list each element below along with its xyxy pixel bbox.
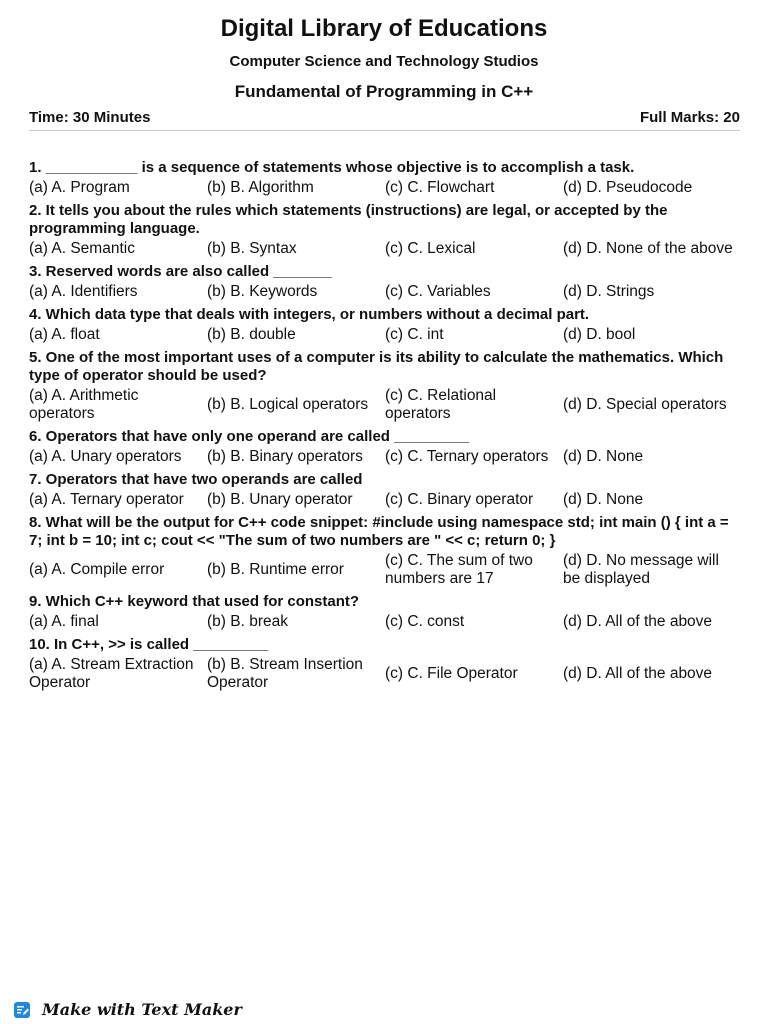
question-item [29,263,740,301]
option-b: (b) B. Syntax [207,240,297,257]
option-d: (d) D. None [563,448,644,465]
option-a: (a) A. float [29,326,100,343]
option-d: (d) D. All of the above [563,665,713,682]
option-d: (d) D. Special operators [563,396,727,413]
option-a: (a) A. Identifiers [29,283,138,300]
question-text: 9. Which C++ keyword that used for constant? [29,593,360,610]
document-title: Digital Library of Educations [220,15,548,42]
question-text: 1. ___________ is a sequence of statements whose objective is to accomplish a task. [29,159,635,176]
question-text: 2. It tells you about the rules which statements (instructions) are legal, or accepted by the programming language. [29,202,668,237]
option-b: (b) B. Runtime error [207,561,344,578]
question-text: 7. Operators that have two operands are called [29,471,363,488]
header-divider [29,130,740,131]
option-row [29,283,740,301]
option-a: (a) A. final [29,613,99,630]
option-row [29,656,740,692]
question-text: 5. One of the most important uses of a computer is its ability to calculate the mathematics. Which type of operator should be used? [29,349,724,384]
edit-note-icon [13,1001,31,1019]
option-c: (c) C. Ternary operators [385,448,549,465]
option-a: (a) A. Unary operators [29,448,182,465]
question-text: 4. Which data type that deals with integers, or numbers without a decimal part. [29,306,590,323]
question-item [29,471,740,509]
option-d: (d) D. bool [563,326,636,343]
option-row [29,448,740,466]
option-b: (b) B. Stream Insertion Operator [207,656,363,691]
option-row [29,613,740,631]
option-b: (b) B. Binary operators [207,448,363,465]
option-c: (c) C. int [385,326,444,343]
option-b: (b) B. Algorithm [207,179,314,196]
question-item [29,428,740,466]
option-b: (b) B. break [207,613,288,630]
option-row [29,326,740,344]
option-c: (c) C. Variables [385,283,491,300]
time-label: Time: 30 Minutes [29,109,151,126]
question-item [29,636,740,692]
option-d: (d) D. All of the above [563,613,713,630]
option-c: (c) C. The sum of two numbers are 17 [385,552,533,587]
option-row [29,179,740,197]
question-text: 10. In C++, >> is called _________ [29,636,269,653]
option-c: (c) C. Lexical [385,240,476,257]
option-b: (b) B. Logical operators [207,396,369,413]
institution-subtitle: Computer Science and Technology Studios [229,53,539,70]
question-item [29,306,740,344]
question-list [29,159,740,697]
option-c: (c) C. Flowchart [385,179,495,196]
footer-branding [13,1000,242,1019]
option-d: (d) D. Strings [563,283,655,300]
question-text: 8. What will be the output for C++ code snippet: #include using namespace std; int main () { int a = 7; int b = 10; int c; cout << "The sum of two numbers are " << c; return 0; } [29,514,729,549]
option-b: (b) B. Keywords [207,283,318,300]
option-c: (c) C. Relational operators [385,387,497,422]
marks-label: Full Marks: 20 [639,109,740,126]
option-b: (b) B. Unary operator [207,491,353,508]
option-d: (d) D. No message will be displayed [563,552,719,587]
option-a: (a) A. Arithmetic operators [29,387,139,422]
option-d: (d) D. Pseudocode [563,179,693,196]
option-a: (a) A. Program [29,179,130,196]
option-d: (d) D. None of the above [563,240,733,257]
option-a: (a) A. Stream Extraction Operator [29,656,194,691]
option-row [29,491,740,509]
question-item [29,202,740,258]
option-a: (a) A. Semantic [29,240,135,257]
option-a: (a) A. Compile error [29,561,165,578]
option-row [29,387,740,423]
option-row [29,240,740,258]
option-row [29,552,740,588]
subject-title: Fundamental of Programming in C++ [234,82,534,101]
question-text: 6. Operators that have only one operand are called _________ [29,428,470,445]
question-item [29,514,740,588]
option-c: (c) C. const [385,613,465,630]
question-item [29,159,740,197]
question-text: 3. Reserved words are also called _______ [29,263,332,280]
option-c: (c) C. Binary operator [385,491,534,508]
option-c: (c) C. File Operator [385,665,518,682]
option-b: (b) B. double [207,326,296,343]
option-d: (d) D. None [563,491,644,508]
question-item [29,349,740,423]
question-item [29,593,740,631]
footer-text: Make with Text Maker [42,1000,242,1019]
option-a: (a) A. Ternary operator [29,491,184,508]
